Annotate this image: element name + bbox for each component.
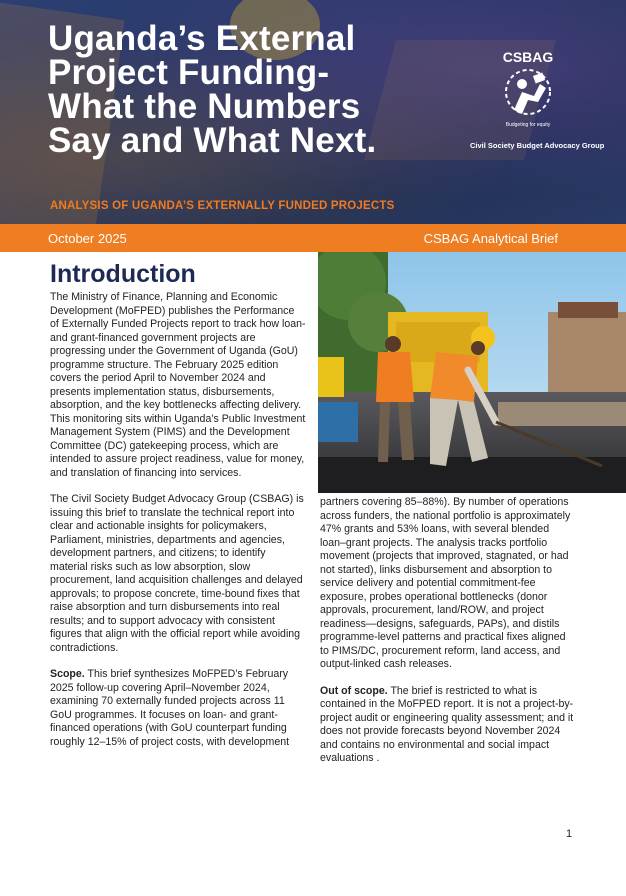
scope-paragraph	[50, 668, 306, 749]
intro-paragraph-2: The Civil Society Budget Advocacy Group (CSBAG) is issuing this brief to translate the technical report into clear and actionable insights for policymakers, Parliament, ministries, departments and agencies, development partners, and citizens; to identify material risks such as low absorption, slow procurement, land acquisition challenges and delayed approvals; to propose concrete, time-bound fixes that raise absorption and turn disbursements into real results; and to support advocacy with consistent figures that align with the official report while avoiding contradictions.	[50, 493, 304, 654]
out-of-scope-label: Out of scope.	[320, 684, 388, 697]
scope-continued-paragraph: partners covering 85–88%). By number of operations across funders, the national portfolio is approximately 47% grants and 53% loans, with several blended loan–grant projects. The analysis tracks portfolio movement (projects that improved, stagnated, or had not started), links disbursement and absorption to service delivery and potential commitment-fee exposure, probes operational bottlenecks (donor approvals, procurement, land/ROW, and project readiness—designs, safeguards, PAPs), and distils programme-level patterns and practical fixes aligned to PIMS/DC, procurement reform, land access, and output-linked cash releases.	[320, 496, 571, 670]
brief-type-label: CSBAG Analytical Brief	[423, 231, 558, 246]
scope-label: Scope.	[50, 668, 85, 680]
scope-text: This brief synthesizes MoFPED’s February 2025 follow-up covering April–November 2024, examining 70 externally funded projects across 11 GoU programmes. It focuses on loan- and grant-financed operations (with GoU counterpart funding roughly 12–15% of project costs, with development	[50, 668, 290, 748]
out-of-scope-paragraph	[320, 685, 574, 766]
road-workers-photo	[318, 252, 626, 493]
section-heading: Introduction	[50, 260, 196, 288]
organization-name: Civil Society Budget Advocacy Group	[470, 141, 605, 150]
left-column	[50, 258, 306, 762]
logo-tagline: Budgeting for equity	[505, 122, 551, 128]
right-column	[320, 496, 574, 779]
intro-paragraph-1: The Ministry of Finance, Planning and Economic Development (MoFPED) publishes the Performance of Externally Funded Projects report to track how loan- and grant-financed government projects are progressing under the Government of Uganda (GoU) programme structure. The February 2025 edition covers the period April to November 2024 and presents implementation status, disbursements, absorption, and the key bottlenecks affecting delivery. This monitoring sits within Uganda’s Public Investment Management System (PIMS) and the Development Committee (DC) gatekeeping process, which are intended to assure project readiness, value for money, and translation of financing into services.	[50, 291, 306, 479]
page-number: 1	[566, 828, 573, 840]
publication-date: October 2025	[48, 231, 127, 246]
document-title: Uganda’s External Project Funding- What the Numbers Say and What Next.	[48, 19, 377, 160]
out-of-scope-text: The brief is restricted to what is contained in the MoFPED report. It is not a project-by-project audit or engineering quality assessment; and it does not provide forecasts beyond November 2024 and contains no environmental and social impact evaluations .	[320, 684, 574, 764]
csbag-logo	[488, 44, 568, 128]
logo-wordmark: CSBAG	[502, 49, 554, 65]
cover-banner	[0, 0, 626, 224]
document-subtitle: ANALYSIS OF UGANDA’S EXTERNALLY FUNDED PROJECTS	[50, 200, 395, 212]
date-bar	[0, 224, 626, 252]
